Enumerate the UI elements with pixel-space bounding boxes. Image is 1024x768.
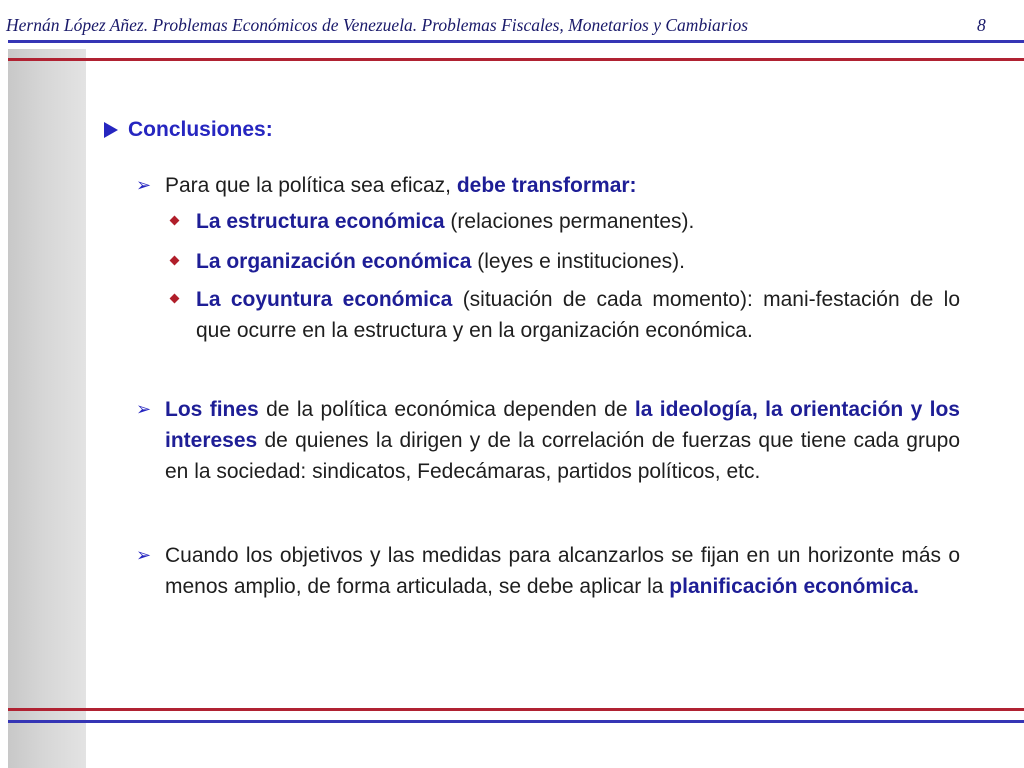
page-number: 8	[977, 15, 986, 35]
triangle-bullet-icon	[104, 122, 118, 138]
sub-item-2: La organización económica (leyes e instituciones).	[196, 250, 685, 273]
item-3: Cuando los objetivos y las medidas para alcanzarlos se fijan en un horizonte más o menos amplio, de forma articulada, se debe aplicar la planificación económica.	[165, 544, 960, 598]
arrow-bullet-icon: ➢	[136, 399, 152, 419]
diamond-bullet-icon	[170, 294, 180, 304]
section-heading	[104, 118, 273, 142]
diamond-bullet-icon	[170, 216, 180, 226]
item-1: Para que la política sea eficaz, debe transformar:	[165, 174, 637, 197]
header-title: Hernán López Añez. Problemas Económicos de Venezuela. Problemas Fiscales, Monetarios y Cambiarios	[6, 15, 749, 35]
arrow-bullet-icon: ➢	[136, 545, 152, 565]
diamond-bullet-icon	[170, 256, 180, 266]
sub-item-3: La coyuntura económica (situación de cada momento): mani-festación de lo que ocurre en la estructura y en la organización económica.	[196, 288, 960, 342]
sub-item-1: La estructura económica (relaciones permanentes).	[196, 210, 695, 233]
arrow-bullet-icon: ➢	[136, 175, 152, 195]
item-2: Los fines de la política económica dependen de la ideología, la orientación y los intereses de quienes la dirigen y de la correlación de fuerzas que tiene cada grupo en la sociedad: sindicatos, Fedecámaras, partidos políticos, etc.	[165, 398, 960, 483]
heading-text: Conclusiones:	[128, 118, 273, 141]
